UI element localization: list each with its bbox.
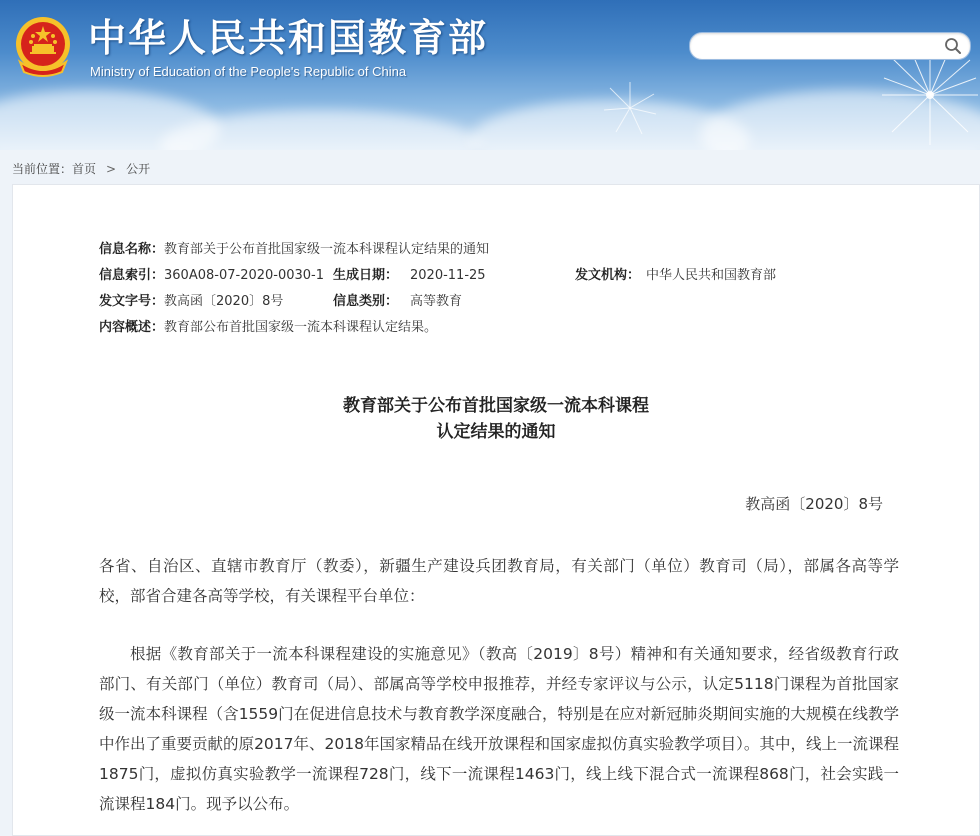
meta-summary-label: 内容概述： (99, 320, 165, 335)
search-box[interactable] (689, 32, 971, 60)
breadcrumb-separator: > (106, 162, 117, 176)
document-metadata (99, 237, 919, 341)
document-title-line2: 认定结果的通知 (436, 422, 556, 442)
meta-category-value: 高等教育 (410, 294, 463, 309)
meta-docno-label: 发文字号： (99, 294, 165, 309)
document-number: 教高函〔2020〕8号 (745, 495, 883, 513)
search-input[interactable] (702, 36, 936, 58)
document-salutation: 各省、自治区、直辖市教育厅（教委），新疆生产建设兵团教育局，有关部门（单位）教育司（局），部属各高等学校，部省合建各高等学校，有关课程平台单位： (99, 557, 899, 605)
meta-date-label: 生成日期： (333, 268, 399, 283)
meta-agency-label: 发文机构： (575, 268, 641, 283)
meta-row-index (99, 263, 919, 289)
breadcrumb-home-link[interactable]: 首页 (72, 162, 97, 176)
article-panel (12, 184, 980, 836)
search-icon[interactable] (944, 37, 962, 55)
meta-summary-value: 教育部公布首批国家级一流本科课程认定结果。 (164, 320, 438, 335)
meta-name-label: 信息名称： (99, 242, 165, 257)
national-emblem-icon (14, 14, 72, 78)
document-body (99, 551, 899, 819)
site-title: 中华人民共和国教育部 (88, 16, 489, 60)
meta-date-value: 2020-11-25 (410, 268, 486, 283)
meta-index-label: 信息索引： (99, 268, 165, 283)
meta-row-name (99, 237, 919, 263)
breadcrumb-label: 当前位置： (12, 162, 73, 176)
breadcrumb (12, 160, 150, 176)
meta-agency-value: 中华人民共和国教育部 (646, 268, 777, 283)
meta-row-docno (99, 289, 919, 315)
meta-category-label: 信息类别： (333, 294, 399, 309)
document-title-line1: 教育部关于公布首批国家级一流本科课程 (343, 396, 649, 416)
meta-docno-value: 教高函〔2020〕8号 (164, 294, 284, 309)
site-subtitle: Ministry of Education of the People's Republic of China (90, 64, 407, 79)
document-paragraph: 根据《教育部关于一流本科课程建设的实施意见》（教高〔2019〕8号）精神和有关通知要求，经省级教育行政部门、有关部门（单位）教育司（局）、部属高等学校申报推荐，并经专家评议与公示，认定5118门课程为首批国家级一流本科课程（含1559门在促进信息技术与教育教学深度融合，特别是在应对新冠肺炎期间实施的大规模在线教学中作出了重要贡献的原2017年、2018年国家精品在线开放课程和国家虚拟仿真实验教学项目）。其中，线上一流课程1875门，虚拟仿真实验教学一流课程728门，线下一流课程1463门，线上线下混合式一流课程868门，社会实践一流课程184门。现予以公布。 (99, 645, 899, 813)
dandelion-decoration-icon (600, 78, 660, 138)
breadcrumb-public-link[interactable]: 公开 (126, 162, 151, 176)
meta-index-value: 360A08-07-2020-0030-1 (164, 268, 325, 283)
meta-name-value: 教育部关于公布首批国家级一流本科课程认定结果的通知 (164, 242, 490, 257)
site-header (0, 0, 980, 150)
meta-row-summary (99, 315, 919, 341)
document-title (13, 393, 979, 445)
